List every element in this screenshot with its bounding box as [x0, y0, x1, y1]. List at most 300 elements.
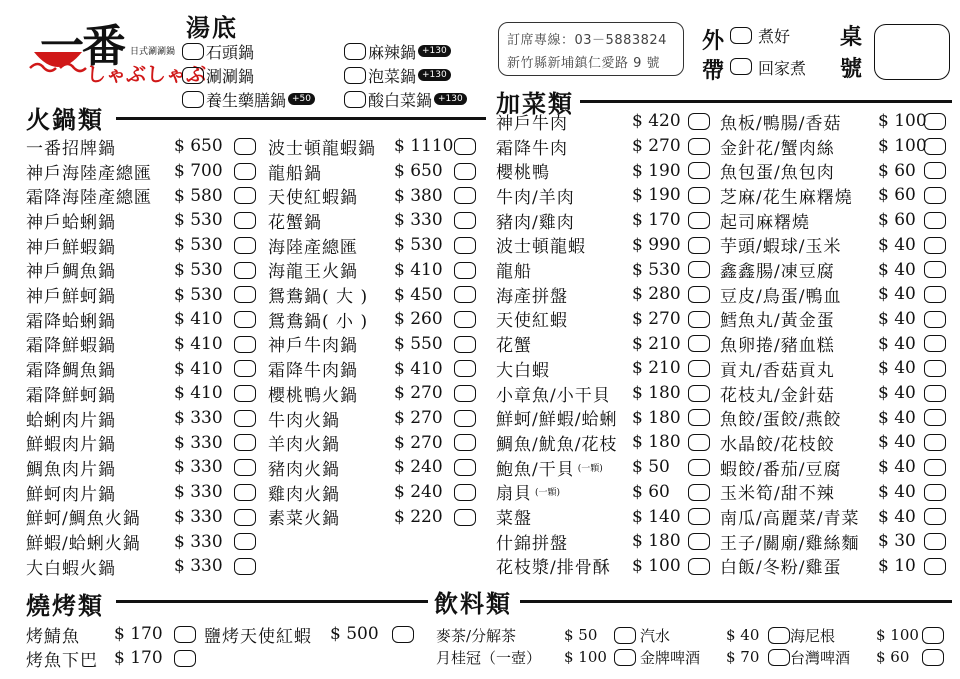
menu-item-name: 豬肉火鍋	[268, 459, 340, 480]
takeout-cooked-label: 煮好	[758, 27, 791, 46]
menu-item	[268, 381, 443, 406]
menu-item-name: 霜降鮮蝦鍋	[26, 336, 116, 357]
grill-item-checkbox[interactable]	[174, 626, 196, 643]
grill-item-price: $ 170	[114, 624, 163, 645]
soup-name: 酸白菜鍋	[368, 90, 433, 110]
grill-title: 燒烤類	[26, 591, 104, 620]
menu-item-checkbox[interactable]	[924, 484, 946, 501]
menu-item-name: 雞肉火鍋	[268, 484, 340, 505]
hotpot-title: 火鍋類	[26, 105, 104, 134]
menu-item	[268, 134, 454, 159]
menu-item-checkbox[interactable]	[234, 163, 256, 180]
menu-item-name: 鯛魚肉片鍋	[26, 459, 116, 480]
menu-item-price: $ 220	[394, 506, 443, 527]
drink-name: 海尼根	[790, 626, 836, 645]
menu-item-checkbox[interactable]	[688, 335, 710, 352]
menu-item	[26, 529, 223, 555]
menu-item	[496, 356, 681, 381]
menu-item-checkbox[interactable]	[454, 163, 476, 180]
menu-item	[268, 406, 443, 431]
soup-name: 麻辣鍋	[368, 42, 417, 62]
drink-checkbox[interactable]	[614, 627, 636, 644]
grill-item-price: $ 170	[114, 648, 163, 669]
menu-item-name: 鮑魚/干貝	[496, 459, 575, 480]
menu-item-price: $ 40	[878, 308, 916, 329]
menu-item-checkbox[interactable]	[924, 286, 946, 303]
menu-item-checkbox[interactable]	[234, 138, 256, 155]
menu-item	[26, 233, 223, 258]
soup-item	[344, 40, 451, 62]
menu-item	[496, 109, 681, 134]
soup-checkbox[interactable]	[344, 67, 366, 84]
menu-item	[720, 158, 916, 184]
menu-item	[720, 257, 916, 283]
menu-item-checkbox[interactable]	[924, 533, 946, 550]
menu-item-name: 海龍王火鍋	[268, 262, 358, 283]
drink-name: 麥茶/分解茶	[436, 626, 517, 645]
menu-item-checkbox[interactable]	[924, 187, 946, 204]
drink-name: 金牌啤酒	[640, 648, 701, 667]
menu-item-checkbox[interactable]	[234, 311, 256, 328]
menu-item-checkbox[interactable]	[688, 162, 710, 179]
menu-item-name: 小章魚/小干貝	[496, 385, 611, 406]
menu-item-name: 鮮蝦肉片鍋	[26, 435, 116, 456]
table-label-2: 號	[840, 56, 863, 82]
menu-item-name: 起司麻糬燒	[720, 212, 810, 233]
menu-item	[496, 134, 681, 159]
menu-item	[496, 554, 681, 579]
drinks-title: 飲料類	[434, 589, 512, 618]
table-label-1: 桌	[840, 24, 863, 50]
menu-item-price: $ 330	[174, 432, 223, 453]
menu-item-name: 花枝丸/金針菇	[720, 385, 835, 406]
menu-item	[720, 529, 916, 554]
menu-item-checkbox[interactable]	[688, 261, 710, 278]
menu-item-name: 金針花/蟹肉絲	[720, 138, 835, 159]
drink-price: $ 100	[564, 648, 607, 666]
menu-item	[496, 183, 681, 208]
menu-item-price: $ 550	[394, 333, 443, 354]
drink-price: $ 70	[726, 648, 760, 666]
menu-item-price: $ 270	[394, 408, 443, 429]
menu-item-checkbox[interactable]	[454, 237, 476, 254]
grill-divider	[116, 600, 428, 603]
menu-item	[720, 430, 916, 455]
menu-item-price: $ 30	[878, 531, 916, 552]
menu-item	[720, 233, 916, 258]
menu-item-price: $ 100	[878, 136, 927, 157]
menu-item-checkbox[interactable]	[688, 558, 710, 575]
menu-item	[496, 504, 681, 530]
menu-item-price: $ 100	[632, 555, 681, 576]
menu-item-checkbox[interactable]	[234, 459, 256, 476]
menu-item-checkbox[interactable]	[234, 212, 256, 229]
menu-item-checkbox[interactable]	[234, 484, 256, 501]
menu-item-price: $ 410	[394, 259, 443, 280]
menu-item	[720, 208, 916, 233]
soup-name: 泡菜鍋	[368, 66, 417, 86]
menu-item-price: $ 330	[174, 457, 223, 478]
menu-item-price: $ 530	[174, 259, 223, 280]
info-box	[498, 22, 684, 76]
menu-item-price: $ 330	[174, 408, 223, 429]
menu-item	[496, 430, 681, 455]
menu-item	[720, 356, 916, 381]
menu-item	[496, 158, 681, 184]
menu-item-price: $ 40	[878, 457, 916, 478]
menu-item-price: $ 190	[632, 185, 681, 206]
menu-item-name: 大白蝦火鍋	[26, 558, 116, 579]
menu-item-checkbox[interactable]	[234, 410, 256, 427]
menu-item	[268, 233, 443, 258]
menu-item-name: 素菜火鍋	[268, 509, 340, 530]
menu-item-checkbox[interactable]	[454, 410, 476, 427]
menu-item-checkbox[interactable]	[688, 409, 710, 426]
menu-item	[496, 480, 670, 505]
menu-item	[720, 331, 916, 357]
menu-item-name: 神戶牛肉鍋	[268, 336, 358, 357]
menu-item-price: $ 270	[632, 136, 681, 157]
menu-item-name: 芝麻/花生麻糬燒	[720, 187, 853, 208]
menu-item-name: 魚包蛋/魚包肉	[720, 163, 835, 184]
extras-divider	[580, 100, 952, 103]
menu-item-name: 菜盤	[496, 509, 532, 530]
menu-item-price: $ 210	[632, 333, 681, 354]
menu-item-checkbox[interactable]	[234, 385, 256, 402]
menu-item-price: $ 330	[174, 482, 223, 503]
menu-item-name: 玉米筍/甜不辣	[720, 484, 835, 505]
menu-item-price: $ 410	[174, 309, 223, 330]
soup-title: 湯底	[186, 13, 238, 42]
menu-item-price: $ 330	[174, 506, 223, 527]
menu-item-checkbox[interactable]	[454, 434, 476, 451]
takeout-home-checkbox[interactable]	[730, 58, 752, 75]
menu-item	[496, 208, 681, 233]
menu-item-name: 鴛鴦鍋( 大 )	[268, 287, 369, 308]
menu-item-checkbox[interactable]	[234, 509, 256, 526]
menu-item-checkbox[interactable]	[688, 237, 710, 254]
menu-item	[26, 480, 223, 505]
menu-item-checkbox[interactable]	[454, 385, 476, 402]
menu-item	[268, 258, 443, 283]
menu-item-checkbox[interactable]	[924, 385, 946, 402]
menu-item-name: 貢丸/香菇貢丸	[720, 360, 835, 381]
menu-item	[720, 307, 916, 332]
menu-item-name: 神戶鮮蚵鍋	[26, 287, 116, 308]
grill-item-checkbox[interactable]	[392, 626, 414, 643]
menu-item	[26, 282, 223, 308]
menu-item-price: $ 330	[174, 531, 223, 552]
drink-checkbox[interactable]	[922, 649, 944, 666]
drink-checkbox[interactable]	[922, 627, 944, 644]
menu-item-checkbox[interactable]	[688, 113, 710, 130]
menu-item-name: 魚餃/蛋餃/燕餃	[720, 410, 842, 431]
soup-checkbox[interactable]	[344, 43, 366, 60]
menu-item-checkbox[interactable]	[688, 385, 710, 402]
menu-item-checkbox[interactable]	[454, 187, 476, 204]
menu-item-checkbox[interactable]	[688, 434, 710, 451]
takeout-label-1: 外	[702, 28, 725, 54]
menu-item-note: (一顆)	[577, 463, 603, 474]
menu-item	[720, 480, 916, 505]
menu-item-checkbox[interactable]	[924, 113, 946, 130]
soup-item	[344, 88, 467, 110]
menu-item-checkbox[interactable]	[688, 508, 710, 525]
menu-item-name: 南瓜/高麗菜/青菜	[720, 509, 860, 530]
menu-item	[720, 504, 916, 530]
soup-item	[182, 40, 254, 62]
menu-item-checkbox[interactable]	[688, 533, 710, 550]
menu-item-price: $ 1110	[394, 136, 454, 157]
menu-item-name: 霜降鯛魚鍋	[26, 361, 116, 382]
menu-item-price: $ 40	[878, 481, 916, 502]
menu-item-price: $ 530	[394, 235, 443, 256]
menu-item-name: 鴛鴦鍋( 小 )	[268, 311, 369, 332]
menu-item-price: $ 40	[878, 284, 916, 305]
menu-item-name: 神戶鮮蝦鍋	[26, 237, 116, 258]
menu-item	[26, 406, 223, 431]
menu-item	[496, 529, 681, 554]
menu-item	[26, 258, 223, 283]
menu-item	[268, 282, 443, 308]
menu-item-name: 霜降牛肉	[496, 138, 568, 159]
menu-item-name: 海產拼盤	[496, 286, 568, 307]
soup-checkbox[interactable]	[182, 91, 204, 108]
menu-item-checkbox[interactable]	[234, 262, 256, 279]
menu-item	[496, 257, 681, 283]
menu-item-name: 蝦餃/番茄/豆腐	[720, 459, 842, 480]
menu-item-name: 大白蝦	[496, 360, 550, 381]
menu-item	[26, 134, 223, 159]
soup-checkbox[interactable]	[182, 67, 204, 84]
menu-item-name: 花蟹	[496, 336, 532, 357]
menu-item-name: 魚卵捲/豬血糕	[720, 336, 835, 357]
menu-item-price: $ 410	[174, 333, 223, 354]
grill-item	[204, 622, 379, 647]
menu-item-checkbox[interactable]	[234, 434, 256, 451]
menu-item-price: $ 40	[878, 333, 916, 354]
menu-item	[26, 430, 223, 456]
menu-item-checkbox[interactable]	[454, 336, 476, 353]
soup-checkbox[interactable]	[344, 91, 366, 108]
menu-item-name: 扇貝	[496, 484, 532, 505]
phone: 訂席專線：03－5883824	[507, 33, 667, 48]
menu-item	[720, 405, 916, 431]
hotpot-divider	[116, 117, 486, 120]
menu-item-checkbox[interactable]	[688, 311, 710, 328]
menu-item-price: $ 40	[878, 432, 916, 453]
menu-item-name: 蛤蜊肉片鍋	[26, 410, 116, 431]
menu-item-checkbox[interactable]	[234, 336, 256, 353]
menu-item-checkbox[interactable]	[924, 261, 946, 278]
drink-price: $ 50	[564, 626, 598, 644]
menu-item-checkbox[interactable]	[924, 162, 946, 179]
menu-item-checkbox[interactable]	[688, 187, 710, 204]
menu-item	[26, 208, 223, 233]
menu-item-name: 霜降牛肉鍋	[268, 361, 358, 382]
menu-item-name: 一番招牌鍋	[26, 138, 116, 159]
menu-item	[496, 331, 681, 357]
menu-item-checkbox[interactable]	[688, 286, 710, 303]
menu-item-price: $ 10	[878, 555, 916, 576]
menu-item-price: $ 40	[878, 259, 916, 280]
menu-item-checkbox[interactable]	[454, 459, 476, 476]
menu-item	[720, 381, 916, 406]
menu-item-checkbox[interactable]	[688, 360, 710, 377]
takeout-cooked-checkbox[interactable]	[730, 27, 752, 44]
menu-item-name: 牛肉火鍋	[268, 410, 340, 431]
menu-item-name: 鑫鑫腸/凍豆腐	[720, 262, 835, 283]
menu-item-checkbox[interactable]	[454, 212, 476, 229]
menu-item-checkbox[interactable]	[234, 558, 256, 575]
menu-item-checkbox[interactable]	[454, 360, 476, 377]
menu-item-price: $ 40	[878, 506, 916, 527]
menu-item	[268, 332, 443, 357]
menu-item-name: 波士頓龍蝦鍋	[268, 138, 376, 159]
menu-item-price: $ 180	[632, 407, 681, 428]
menu-item-price: $ 50	[632, 457, 670, 478]
menu-item	[268, 356, 443, 382]
menu-item	[26, 356, 223, 382]
menu-item-checkbox[interactable]	[454, 509, 476, 526]
menu-item-checkbox[interactable]	[924, 237, 946, 254]
drink-checkbox[interactable]	[768, 627, 790, 644]
menu-item	[720, 183, 916, 208]
menu-item-name: 龍船鍋	[268, 163, 322, 184]
menu-item-name: 鯛魚/魷魚/花枝	[496, 434, 618, 455]
menu-item-name: 櫻桃鴨火鍋	[268, 385, 358, 406]
menu-item-name: 波士頓龍蝦	[496, 237, 586, 258]
menu-item-price: $ 990	[632, 234, 681, 255]
menu-item-name: 水晶餃/花枝餃	[720, 434, 835, 455]
menu-item-name: 鮮蝦/蛤蜊火鍋	[26, 534, 141, 555]
menu-item	[26, 554, 223, 579]
soup-checkbox[interactable]	[182, 43, 204, 60]
menu-item	[720, 455, 916, 480]
menu-item-checkbox[interactable]	[454, 262, 476, 279]
soup-surcharge-badge: +50	[288, 93, 315, 105]
menu-item	[268, 159, 443, 184]
drink-item	[640, 624, 760, 646]
menu-item-name: 櫻桃鴨	[496, 163, 550, 184]
menu-item-price: $ 530	[174, 235, 223, 256]
drink-price: $ 60	[876, 648, 910, 666]
menu-item-checkbox[interactable]	[688, 212, 710, 229]
menu-item-price: $ 60	[878, 210, 916, 231]
drink-item	[436, 646, 607, 668]
menu-item-note: (一顆)	[535, 488, 561, 499]
menu-item-price: $ 40	[878, 234, 916, 255]
menu-item-checkbox[interactable]	[924, 459, 946, 476]
menu-item-price: $ 530	[174, 284, 223, 305]
menu-item-price: $ 260	[394, 309, 443, 330]
menu-item-name: 神戶蛤蜊鍋	[26, 212, 116, 233]
menu-item-checkbox[interactable]	[924, 212, 946, 229]
menu-item-price: $ 60	[878, 185, 916, 206]
menu-item-name: 花枝漿/排骨酥	[496, 558, 611, 579]
menu-item-checkbox[interactable]	[454, 484, 476, 501]
table-number-field[interactable]	[874, 24, 950, 80]
menu-item-checkbox[interactable]	[688, 484, 710, 501]
menu-item-checkbox[interactable]	[454, 286, 476, 303]
menu-item-checkbox[interactable]	[924, 335, 946, 352]
menu-item	[268, 505, 443, 530]
menu-item-checkbox[interactable]	[924, 138, 946, 155]
menu-item-name: 鮮蚵/鮮蝦/蛤蜊	[496, 410, 618, 431]
drink-item	[436, 624, 598, 646]
menu-item-checkbox[interactable]	[688, 459, 710, 476]
grill-item	[26, 646, 163, 671]
menu-item-name: 霜降蛤蜊鍋	[26, 311, 116, 332]
menu-item-checkbox[interactable]	[924, 360, 946, 377]
soup-surcharge-badge: +130	[418, 69, 451, 81]
drink-item	[790, 646, 910, 668]
grill-item-name: 烤鯖魚	[26, 626, 80, 647]
menu-item-price: $ 170	[632, 210, 681, 231]
grill-item-checkbox[interactable]	[174, 650, 196, 667]
menu-item	[268, 183, 443, 209]
menu-item-name: 王子/關廟/雞絲麵	[720, 533, 860, 554]
menu-item-name: 海陸產總匯	[268, 237, 358, 258]
menu-item-checkbox[interactable]	[924, 409, 946, 426]
menu-item-checkbox[interactable]	[924, 311, 946, 328]
menu-item	[26, 381, 223, 406]
logo-sub: 日式涮涮鍋	[130, 47, 176, 57]
soup-name: 養生藥膳鍋	[206, 90, 287, 110]
drink-item	[790, 624, 919, 646]
menu-item-name: 天使紅蝦	[496, 311, 568, 332]
menu-item-checkbox[interactable]	[234, 286, 256, 303]
menu-item-checkbox[interactable]	[924, 558, 946, 575]
menu-item-checkbox[interactable]	[234, 360, 256, 377]
drinks-divider	[520, 600, 952, 603]
menu-item-price: $ 270	[394, 383, 443, 404]
menu-item	[496, 405, 681, 431]
menu-item-price: $ 580	[174, 185, 223, 206]
menu-item	[720, 134, 927, 159]
menu-item-checkbox[interactable]	[234, 533, 256, 550]
menu-item	[496, 307, 681, 332]
menu-item	[720, 109, 927, 134]
menu-item-price: $ 650	[394, 161, 443, 182]
logo-red-text: しゃぶしゃぶ	[86, 62, 206, 86]
soup-item	[182, 64, 254, 86]
menu-item	[720, 554, 916, 579]
menu-item-price: $ 60	[878, 160, 916, 181]
menu-item-name: 鮮蚵/鯛魚火鍋	[26, 509, 141, 530]
menu-item-price: $ 60	[632, 481, 670, 502]
menu-item	[268, 307, 443, 332]
menu-item-checkbox[interactable]	[924, 434, 946, 451]
menu-item-checkbox[interactable]	[454, 311, 476, 328]
menu-item-checkbox[interactable]	[234, 237, 256, 254]
menu-item-name: 花蟹鍋	[268, 212, 322, 233]
menu-item-name: 牛肉/羊肉	[496, 187, 575, 208]
menu-item-checkbox[interactable]	[688, 138, 710, 155]
logo-main: 一番	[40, 21, 124, 72]
drink-checkbox[interactable]	[614, 649, 636, 666]
menu-item-checkbox[interactable]	[454, 138, 476, 155]
menu-item-price: $ 530	[632, 259, 681, 280]
menu-item-name: 豆皮/鳥蛋/鴨血	[720, 286, 842, 307]
menu-item-price: $ 240	[394, 482, 443, 503]
menu-item-checkbox[interactable]	[234, 187, 256, 204]
drink-checkbox[interactable]	[768, 649, 790, 666]
drink-name: 月桂冠（一壺）	[436, 648, 542, 667]
menu-item-price: $ 650	[174, 136, 223, 157]
menu-item-price: $ 180	[632, 383, 681, 404]
menu-item-checkbox[interactable]	[924, 508, 946, 525]
